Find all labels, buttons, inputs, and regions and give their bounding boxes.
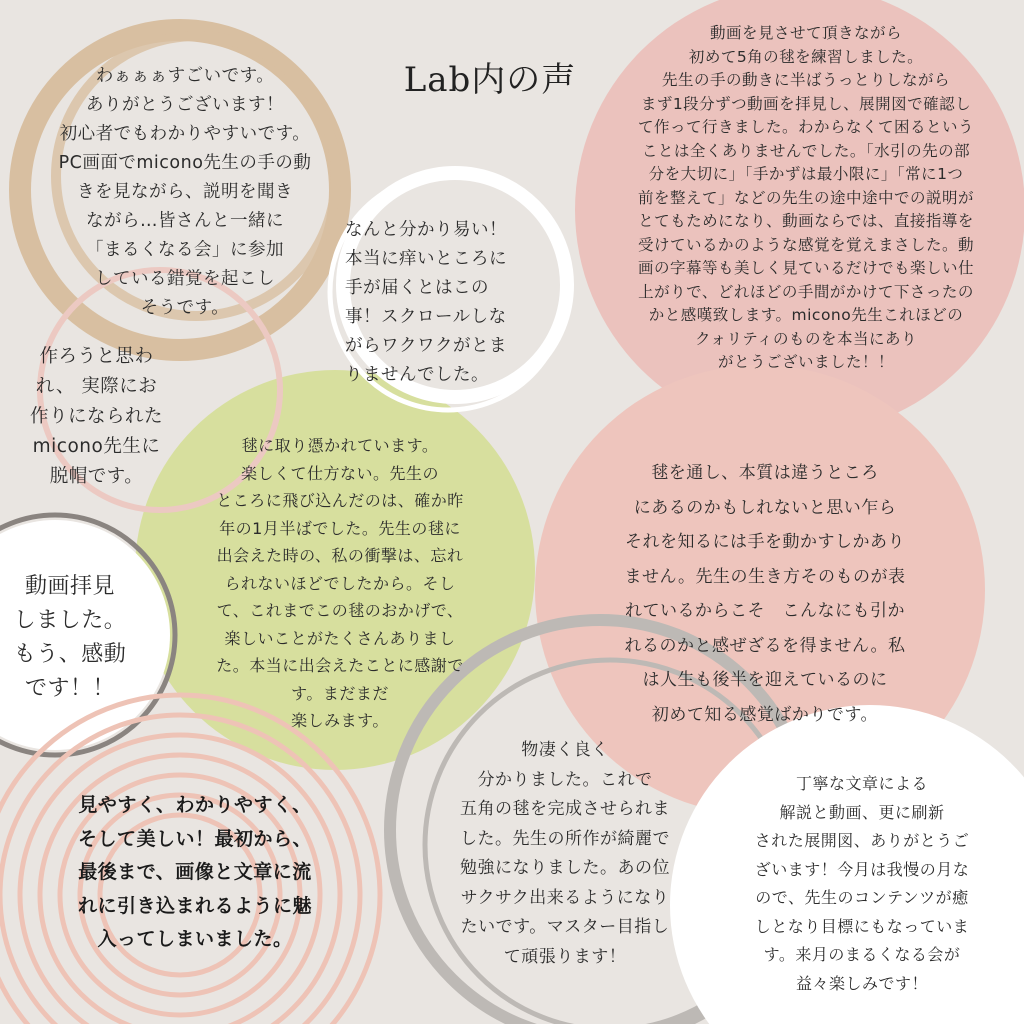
comment-salmon-rings: 見やすく、わかりやすく、 そして美しい！最初から、 最後まで、画像と文章に流 れに引き込まれるように魅 入ってしまいました。 — [77, 794, 312, 950]
page-title: Lab内の声 — [403, 60, 577, 100]
comment-white-ring: なんと分かり易い！ 本当に痒いところに 手が届くとはこの 事！スクロールしな がらワクワクがとま りませんでした。 — [345, 220, 507, 385]
comment-white-bottom: 丁寧な文章による 解説と動画、更に刷新 された展開図、ありがとうご ざいます！今月は我慢の月な ので、先生のコンテンツが癒 しとなり目標にもなっていま す。来月のまるくなる会が 益々楽しみです！ — [754, 774, 970, 993]
comment-tan-ring: わぁぁぁすごいです。 ありがとうございます！ 初心者でもわかりやすいです。 PC画面でmicono先生の手の動 きを見ながら、説明を聞き ながら…皆さんと一緒に 「まるくなる会」に参加 している錯覚を起こし そうです。 — [58, 66, 312, 318]
comment-pink-circle: 動画を見させて頂きながら 初めて5角の毬を練習しました。 先生の手の動きに半ばうっとりしながら まず1段分ずつ動画を拝見し、展開図で確認し て作って行きました。わからなくて困るという ことは全くありませんでした。「水引の先の部 分を大切に」「手かずは最小限に」「常に1つ 前を整えて」などの先生の途中途中での説明が とてもためになり、動画ならでは、直接指導を 受けているかのような感覚を覚えまさした。動 画の字幕等も美しく見ているだけでも楽しい仕 上がりで、どれほどの手間がかけて下さったの かと感嘆致します。micono先生これほどの クォリティのものを本当にあり がとうございました！！ — [637, 24, 974, 371]
comment-left: 作ろうと思わ れ、 実際にお 作りになられた micono先生に 脱帽です。 — [29, 346, 163, 487]
comment-salmon-circle: 毬を通し、本質は違うところ にあるのかもしれないと思い乍ら それを知るには手を動かすしかあり ません。先生の生き方そのものが表 れているからこそ こんなにも引か れるのかと感ぜざるを得ません。私 は人生も後半を迎えているのに 初めて知る感覚ばかりです。 — [624, 463, 906, 725]
comment-white-left: 動画拝見 しました。 もう、感動 です！！ — [13, 574, 127, 701]
comment-gray-ring: 物凄く良く 分かりました。これで 五角の毬を完成させられま した。先生の所作が綺麗で 勉強になりました。あの位 サクサク出来るようになり たいです。マスター目指し て頑張ります！ — [460, 740, 670, 967]
comment-green-circle: 毬に取り憑かれています。 楽しくて仕方ない。先生の ところに飛び込んだのは、確か昨 年の1月半ばでした。先生の毬に 出会えた時の、私の衝撃は、忘れ られないほどでしたから。そし て、これまでこの毬のおかげで、 楽しいことがたくさんありまし た。本当に出会えたことに感謝で す。まだまだ 楽しみます。 — [216, 436, 464, 730]
